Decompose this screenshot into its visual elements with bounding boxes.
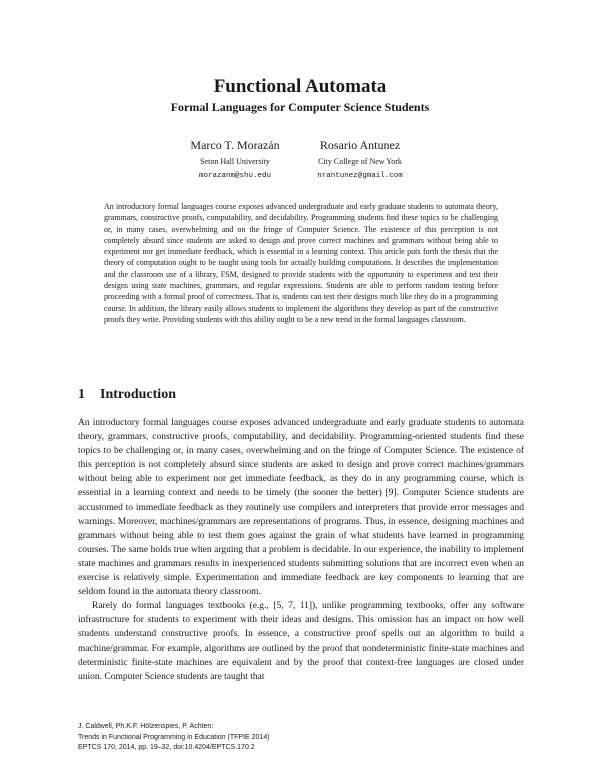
author-name: Marco T. Morazán: [190, 138, 280, 152]
paragraph: An introductory formal languages course exposes advanced undergraduate and early graduate students to automata theory, grammars, constructive proofs, computability, and decidability. Programming-oriented students find these topics to be challenging or, in many cases, overwhelming and on the fringe of Computer Science. The existence of this perception is not completely absurd since students are asked to design and prove correct machines/grammars without being able to experiment nor get immediate feedback, as they do in any programming course, which is essential in a learning context and needs to be timely (the sooner the better) [9]. Computer Science students are accustomed to immediate feedback as they routinely use compilers and interpreters that provide error messages and warnings. Moreover, machines/grammars are representations of programs. Thus, in essence, designing machines and grammars without being able to test them goes against the grain of what students have learned in programming courses. The same holds true when arguing that a problem is decidable. In our experience, the inability to implement state machines and grammars results in inexperienced students submitting solutions that are incorrect even when an exercise is relatively simple. Experimentation and immediate feedback are key components to learning that are seldom found in the automata theory classroom.: [78, 418, 524, 598]
author-email: nrantunez@gmail.com: [317, 172, 403, 180]
footer-line: EPTCS 170, 2014, pp. 19–32, doi:10.4204/EPTCS.170.2: [78, 744, 255, 752]
body-text: [78, 416, 524, 684]
paragraph: Rarely do formal languages textbooks (e.g., [5, 7, 11]), unlike programming textbooks, offer any software infrastructure for students to experiment with their ideas and designs. This omission has an impact on how well students understand constructive proofs. In essence, a constructive proof spells out an algorithm to build a machine/grammar. For example, algorithms are outlined by the proof that nondeterministic finite-state machines and deterministic finite-state machines are equivalent and by the proof that context-free languages are closed under union. Computer Science students are taught that: [78, 601, 524, 682]
footer: [78, 722, 498, 754]
author-block-2: [285, 138, 435, 182]
abstract: An introductory formal languages course exposes advanced undergraduate and early graduate students to automata theory, grammars, constructive proofs, computability, and decidability. Programming students find these topics to be challenging or, in many cases, overwhelming and on the fringe of Computer Science. The existence of this perception is not completely absurd since students are asked to design and prove correct machines and grammars without being able to experiment nor get immediate feedback, which is essential in a learning context. This article puts forth the thesis that the theory of computation ought to be taught using tools for actually building computations. It describes the implementation and the classroom use of a library, FSM, designed to provide students with the opportunity to experiment and test their designs using state machines, grammars, and regular expressions. Students are able to perform random testing before proceeding with a formal proof of correctness. That is, students can test their designs much like they do in a programming course. In addition, the library easily allows students to implement the algorithms they develop as part of the constructive proofs they write. Providing students with this ability ought to be a new trend in the formal languages classroom.: [104, 202, 498, 324]
author-affiliation: City College of New York: [318, 157, 402, 166]
paper-subtitle: Formal Languages for Computer Science Students: [170, 100, 430, 114]
section-title: Introduction: [100, 387, 176, 402]
author-name: Rosario Antunez: [319, 138, 401, 152]
author-affiliation: Seton Hall University: [200, 157, 270, 166]
section-number: 1: [78, 387, 85, 402]
section-heading: [78, 387, 528, 403]
author-email: morazanm@shu.edu: [198, 172, 271, 180]
footer-line: Trends in Functional Programming in Education (TFPIE 2014): [78, 733, 270, 741]
footer-line: J. Caldwell, Ph.K.F. Hölzenspies, P. Achten:: [78, 723, 214, 730]
paper-title: Functional Automata: [213, 76, 387, 97]
